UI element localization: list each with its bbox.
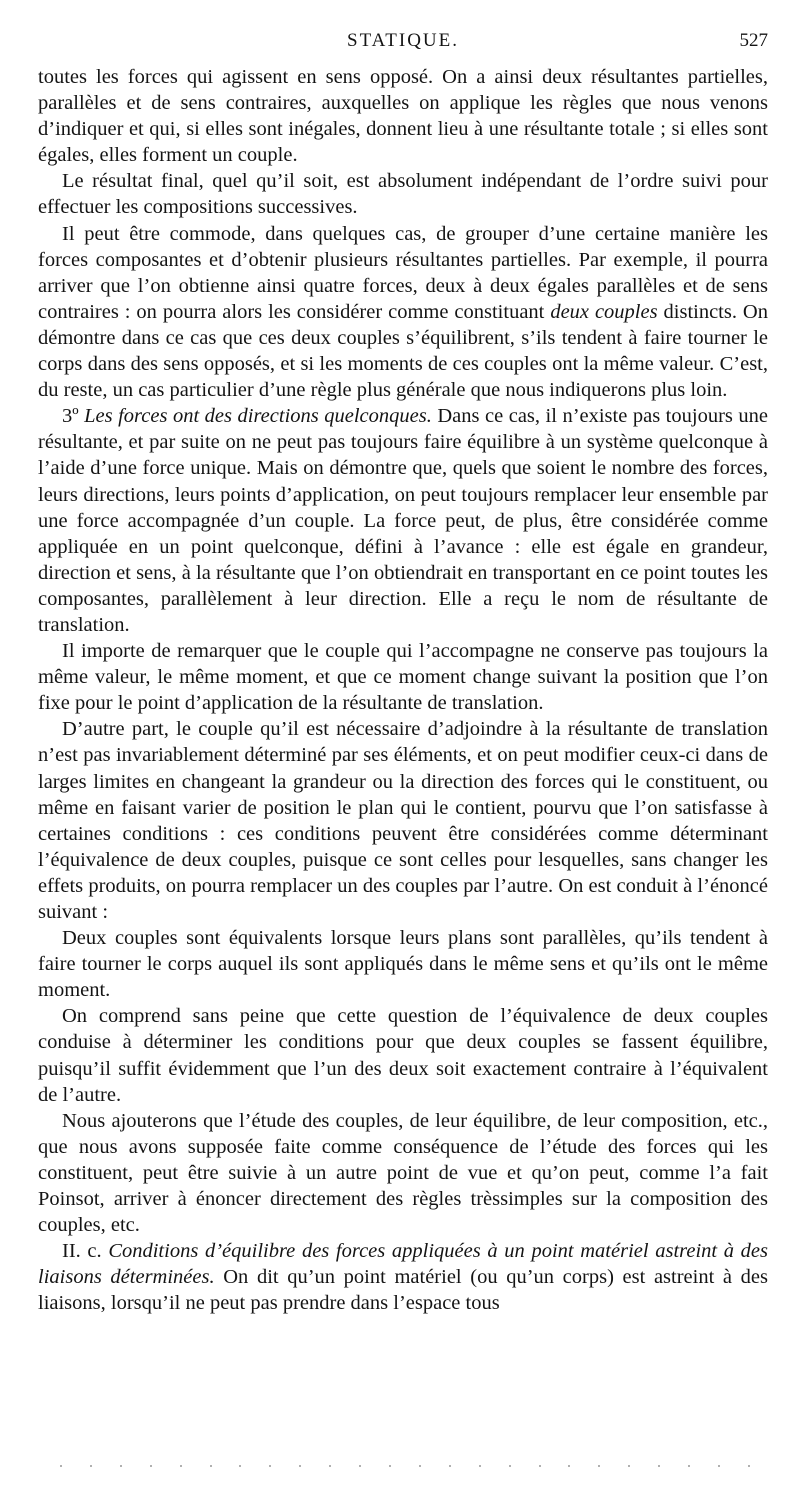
text-run: Il importe de remarquer que le couple qui l’accompagne ne conserve pas toujours la même valeur, le même moment, et que ce moment change suivant la position que l’on fixe pour le point d’application de la résultante de translation.	[38, 640, 768, 715]
print-speck	[658, 1465, 660, 1467]
text-run: On dit qu’un point matériel (ou qu’un corps) est astreint à des liaisons, lorsqu’il ne peut pas prendre dans l’espace tous	[38, 1266, 768, 1315]
print-speck	[688, 1465, 690, 1467]
paragraph-p1	[38, 64, 768, 168]
italic-text: Conditions d’équilibre des forces appliquées à un point matériel astreint à des liaisons déterminées.	[38, 1240, 768, 1289]
print-speck	[299, 1465, 301, 1467]
print-speck	[210, 1465, 212, 1467]
page-number: 527	[739, 30, 768, 51]
print-speck	[539, 1465, 541, 1467]
print-speck	[180, 1465, 182, 1467]
print-speck	[598, 1465, 600, 1467]
paragraph-p3	[38, 221, 768, 404]
text-run: II. c.	[62, 1240, 109, 1263]
print-speck	[748, 1465, 750, 1467]
print-speck	[449, 1465, 451, 1467]
text-run: Dans ce cas, il n’existe pas toujours une résultante, et par suite on ne peut pas toujours faire équilibre à un système quelconque à l’aide d’une force unique. Mais on démontre que, quels que soient le nombre des forces, leurs directions, leurs points d’application, on peut toujours remplacer leur ensemble par une force accompagnée d’un couple. La force peut, de plus, être considérée comme appliquée en un point quelconque, défini à l’avance : elle est égale en grandeur, direction et sens, à la résultante que l’on obtiendrait en transportant en ce point toutes les composantes, parallèlement à leur direction. Elle a reçu le nom de résultante de translation.	[38, 405, 768, 636]
text-run: distincts. On démontre dans ce cas que ces deux couples s’équilibrent, s’ils tendent à faire tourner le corps dans des sens opposés, et si les moments de ces couples ont la même valeur. C’est, du reste, un cas particulier d’une règle plus générale que nous indiquerons plus loin.	[38, 300, 768, 402]
print-speck	[359, 1465, 361, 1467]
running-title: STATIQUE.	[347, 30, 459, 51]
print-speck	[718, 1465, 720, 1467]
paragraph-p8	[38, 1003, 768, 1107]
paragraph-p2	[38, 168, 768, 220]
print-speck	[628, 1465, 630, 1467]
print-speck	[269, 1465, 271, 1467]
print-speck	[150, 1465, 152, 1467]
body-text	[38, 64, 768, 1317]
paragraph-p9	[38, 1108, 768, 1238]
running-header	[38, 30, 768, 58]
paragraph-p4	[38, 403, 768, 638]
paragraph-p6	[38, 716, 768, 925]
text-run: Nous ajouterons que l’étude des couples, de leur équilibre, de leur composition, etc., que nous avons supposée faite comme conséquence de l’étude des forces qui les constituent, peut être suivie à un autre point de vue et qu’on peut, comme l’a fait Poinsot, arriver à énoncer directement des règles trèssimples sur la composition des couples, etc.	[38, 1109, 768, 1237]
print-speck	[419, 1465, 421, 1467]
print-speck	[329, 1465, 331, 1467]
text-run: D’autre part, le couple qu’il est nécessaire d’adjoindre à la résultante de translation n’est pas invariablement déterminé par ses éléments, et on peut modifier ceux-ci dans de larges limites en changeant la grandeur ou la direction des forces qui le constituent, ou même en faisant varier de position le plan qui le contient, pourvu que l’on satisfasse à certaines conditions : ces conditions peuvent être considérées comme déterminant l’équivalence de deux couples, puisque ce sont celles pour lesquelles, sans changer les effets produits, on pourra remplacer un des couples par l’autre. On est conduit à l’énoncé suivant :	[38, 718, 768, 923]
text-run: On comprend sans peine que cette question de l’équivalence de deux couples conduise à déterminer les conditions pour que deux couples se fassent équilibre, puisqu’il suffit évidemment que l’un des deux soit exactement contraire à l’équivalent de l’autre.	[38, 1005, 768, 1106]
italic-text: Les forces ont des directions quelconques.	[84, 405, 432, 428]
print-speck	[60, 1465, 62, 1467]
italic-text: deux couples	[550, 300, 658, 323]
text-run: 3º	[62, 405, 85, 428]
paragraph-p10	[38, 1238, 768, 1316]
text-run: toutes les forces qui agissent en sens opposé. On a ainsi deux résultantes partielles, parallèles et de sens contraires, auxquelles on applique les règles que nous venons d’indiquer et qui, si elles sont inégales, donnent lieu à une résultante totale ; si elles sont égales, elles forment un couple.	[38, 66, 768, 167]
print-speck	[239, 1465, 241, 1467]
print-speck	[90, 1465, 92, 1467]
page-bottom-dots	[60, 1462, 750, 1470]
text-run: Le résultat final, quel qu’il soit, est absolument indépendant de l’ordre suivi pour effectuer les compositions successives.	[38, 170, 768, 219]
text-run: Il peut être commode, dans quelques cas, de grouper d’une certaine manière les forces composantes et d’obtenir plusieurs résultantes partielles. Par exemple, il pourra arriver que l’on obtienne ainsi quatre forces, deux à deux égales parallèles et de sens contraires : on pourra alors les considérer comme constituant	[38, 222, 768, 323]
print-speck	[509, 1465, 511, 1467]
print-speck	[479, 1465, 481, 1467]
print-speck	[389, 1465, 391, 1467]
text-run: Deux couples sont équivalents lorsque leurs plans sont parallèles, qu’ils tendent à faire tourner le corps auquel ils sont appliqués dans le même sens et qu’ils ont le même moment.	[38, 927, 768, 1002]
paragraph-p7	[38, 925, 768, 1003]
paragraph-p5	[38, 638, 768, 716]
print-speck	[568, 1465, 570, 1467]
print-speck	[120, 1465, 122, 1467]
